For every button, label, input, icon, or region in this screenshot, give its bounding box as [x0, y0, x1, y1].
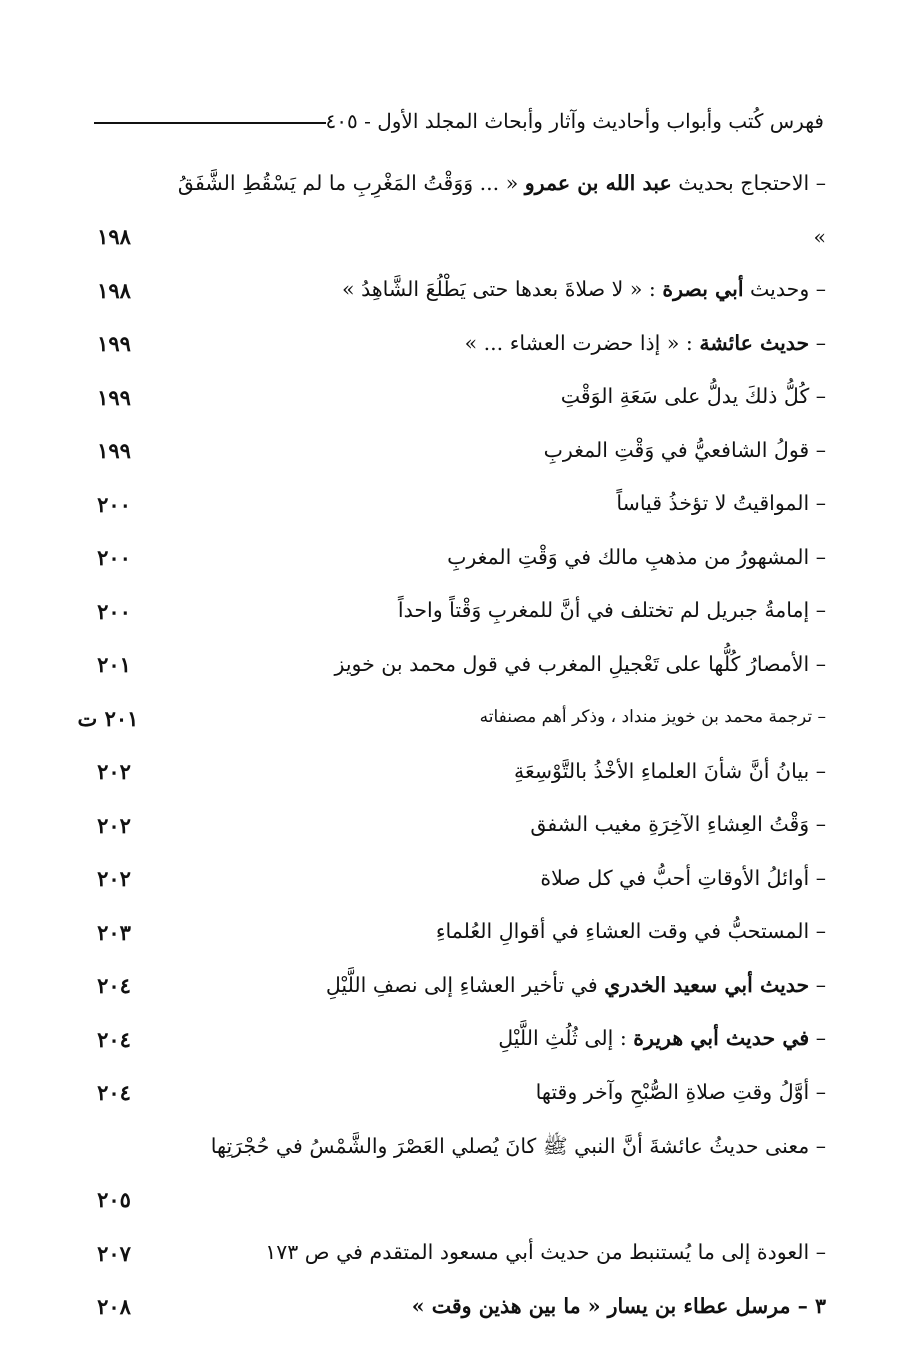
entry-text	[176, 1280, 826, 1332]
index-entry	[62, 1280, 826, 1334]
entry-dash: –	[809, 330, 826, 355]
entry-text-a: المشهورُ من مذهبِ مالك في وَقْتِ المغربِ	[447, 544, 810, 569]
index-entry	[62, 798, 826, 852]
entry-page-number: ٢٠٨	[97, 1294, 131, 1319]
entry-dash: –	[809, 598, 826, 622]
entry-text	[166, 156, 826, 264]
entry-page-number: ١٩٩	[97, 331, 131, 356]
entry-text	[176, 317, 826, 369]
entry-dash: –	[809, 1134, 826, 1158]
entry-page-number: ٢٠٣	[97, 919, 131, 945]
index-entry	[62, 370, 826, 424]
index-entry	[62, 477, 826, 531]
entry-page-number: ٢٠٢	[97, 866, 131, 891]
entry-dash: –	[809, 277, 826, 301]
entry-dash: –	[809, 919, 826, 943]
entry-page-number: ٢٠٠	[97, 545, 131, 570]
entry-page-number: ٢٠٠	[97, 598, 131, 624]
entry-dash: –	[809, 865, 826, 890]
entry-dash: –	[809, 437, 826, 462]
entry-text	[176, 638, 826, 690]
entry-text	[176, 1012, 826, 1064]
entry-text-a: ترجمة محمد بن خويز منداد ، وذكر أهم مصنفاته	[479, 707, 813, 727]
entry-text-a: قولُ الشافعيُّ في وَقْتِ المغربِ	[543, 437, 810, 462]
entry-text	[166, 1119, 826, 1173]
entry-text	[176, 424, 826, 476]
entry-text-b: « ... وَوَقْتُ المَغْرِبِ ما لم يَسْقُطِ الشَّفَقُ »	[177, 171, 826, 249]
index-entry	[62, 531, 826, 585]
index-entry	[62, 156, 826, 263]
entry-bold: مرسل عطاء بن يسار « ما بين هذين وقت »	[411, 1293, 791, 1318]
entry-page-number: ٢٠٤	[97, 1080, 131, 1105]
entry-text-a: العودة إلى ما يُستنبط من حديث أبي مسعود المتقدم في ص ١٧٣	[265, 1240, 810, 1264]
index-entry	[62, 691, 826, 745]
entry-text-a: كُلُّ ذلكَ يدلُّ على سَعَةِ الوَقْتِ	[560, 384, 810, 408]
entry-text-a: أوَّلُ وقتِ صلاةِ الصُّبْحِ وآخر وقتها	[535, 1079, 810, 1104]
entry-text	[176, 531, 826, 583]
entry-text-a: المواقيتُ لا تؤخذُ قياساً	[616, 491, 810, 515]
index-entry	[62, 905, 826, 959]
index-entry	[62, 1119, 826, 1226]
entry-text	[176, 1066, 826, 1118]
index-entry	[62, 263, 826, 317]
entry-bold: في حديث أبي هريرة	[633, 1026, 810, 1050]
entry-text-a: أوائلُ الأوقاتِ أحبُّ في كل صلاة	[540, 865, 810, 890]
entry-text	[176, 745, 826, 797]
entry-text-a: وَقْتُ العِشاءِ الآخِرَةِ مغيب الشفق	[530, 812, 810, 836]
entry-page-number: ٢٠٢	[97, 812, 131, 838]
entry-text	[176, 852, 826, 904]
entry-text-b: : « لا صلاةَ بعدها حتى يَطْلُعَ الشَّاهِدُ »	[342, 277, 663, 301]
entry-text-a: وحديث	[743, 277, 810, 301]
entry-dash: ٣ –	[790, 1293, 826, 1318]
entry-dash: –	[809, 651, 826, 676]
entry-dash: –	[809, 384, 826, 408]
entry-bold: أبي بصرة	[662, 277, 744, 301]
entry-text-b: في تأخير العشاءِ إلى نصفِ اللَّيْلِ	[325, 972, 605, 997]
index-entry	[62, 317, 826, 371]
entry-text-a: الاحتجاج بحديث	[671, 171, 810, 195]
entry-text-a: إمامةُ جبريل لم تختلف في أنَّ للمغربِ وَقْتاً واحداً	[397, 598, 810, 622]
entry-dash: –	[809, 1079, 826, 1104]
entry-text	[176, 905, 826, 957]
index-entry	[62, 424, 826, 478]
entry-dash: –	[809, 1026, 826, 1050]
entry-text-b: : « إذا حضرت العشاء ... »	[464, 330, 700, 355]
entry-dash: –	[812, 707, 826, 727]
entry-text	[176, 691, 826, 743]
entry-text	[176, 584, 826, 636]
entry-page-number: ٢٠٤	[97, 973, 131, 998]
entry-text	[176, 263, 826, 315]
entry-page-number: ٢٠٢	[97, 759, 131, 784]
entry-text	[176, 959, 826, 1011]
entry-page-number: ٢٠١	[97, 652, 131, 677]
entry-page-number: ١٩٩	[97, 384, 131, 410]
entry-page-number: ١٩٨	[97, 224, 131, 249]
entry-dash: –	[809, 544, 826, 569]
index-entry	[62, 852, 826, 906]
entry-text-a: معنى حديثُ عائشةَ أنَّ النبي ﷺ كانَ يُصلي العَصْرَ والشَّمْسُ في حُجْرَتِها	[210, 1134, 810, 1158]
entry-page-number: ١٩٨	[97, 277, 131, 303]
entry-text	[176, 798, 826, 850]
entry-text	[176, 370, 826, 422]
index-entry	[62, 1012, 826, 1066]
index-entry	[62, 638, 826, 692]
entry-dash: –	[809, 972, 826, 997]
entry-dash: –	[809, 171, 826, 195]
entry-bold: عبد الله بن عمرو	[524, 171, 672, 195]
entry-page-number: ٢٠٧	[97, 1240, 131, 1266]
entry-page-number: ٢٠٠	[97, 491, 131, 517]
header-rule	[94, 122, 326, 124]
entry-page-number: ٢٠٥	[97, 1187, 131, 1212]
index-list	[62, 156, 826, 1333]
entry-bold: حديث عائشة	[699, 330, 810, 355]
entry-text-a: المستحبُّ في وقت العشاءِ في أقوالِ العُلماءِ	[435, 919, 810, 943]
index-entry	[62, 1226, 826, 1280]
page-title: فهرس كُتب وأبواب وأحاديث وآثار وأبحاث المجلد الأول - ٤٠٥	[325, 109, 824, 133]
entry-text	[176, 477, 826, 529]
entry-dash: –	[809, 491, 826, 515]
page-header	[62, 104, 824, 138]
entry-page-number: ٢٠٤	[97, 1026, 131, 1052]
entry-page-number: ٢٠١ ت	[77, 705, 139, 731]
entry-text-a: الأمصارُ كُلُّها على تَعْجيلِ المغرب في قول محمد بن خويز	[334, 651, 810, 676]
index-entry	[62, 959, 826, 1013]
entry-dash: –	[809, 758, 826, 783]
entry-dash: –	[809, 812, 826, 836]
entry-page-number: ١٩٩	[97, 438, 131, 463]
index-entry	[62, 1066, 826, 1120]
entry-dash: –	[809, 1240, 826, 1264]
index-entry	[62, 584, 826, 638]
entry-text-a: بيانُ أنَّ شأنَ العلماءِ الأخْذُ بالتَّوْسِعَةِ	[514, 758, 810, 783]
index-entry	[62, 745, 826, 799]
entry-bold: حديث أبي سعيد الخدري	[604, 972, 810, 997]
entry-text	[176, 1226, 826, 1278]
entry-text-b: : إلى ثُلُثِ اللَّيْلِ	[498, 1026, 634, 1050]
